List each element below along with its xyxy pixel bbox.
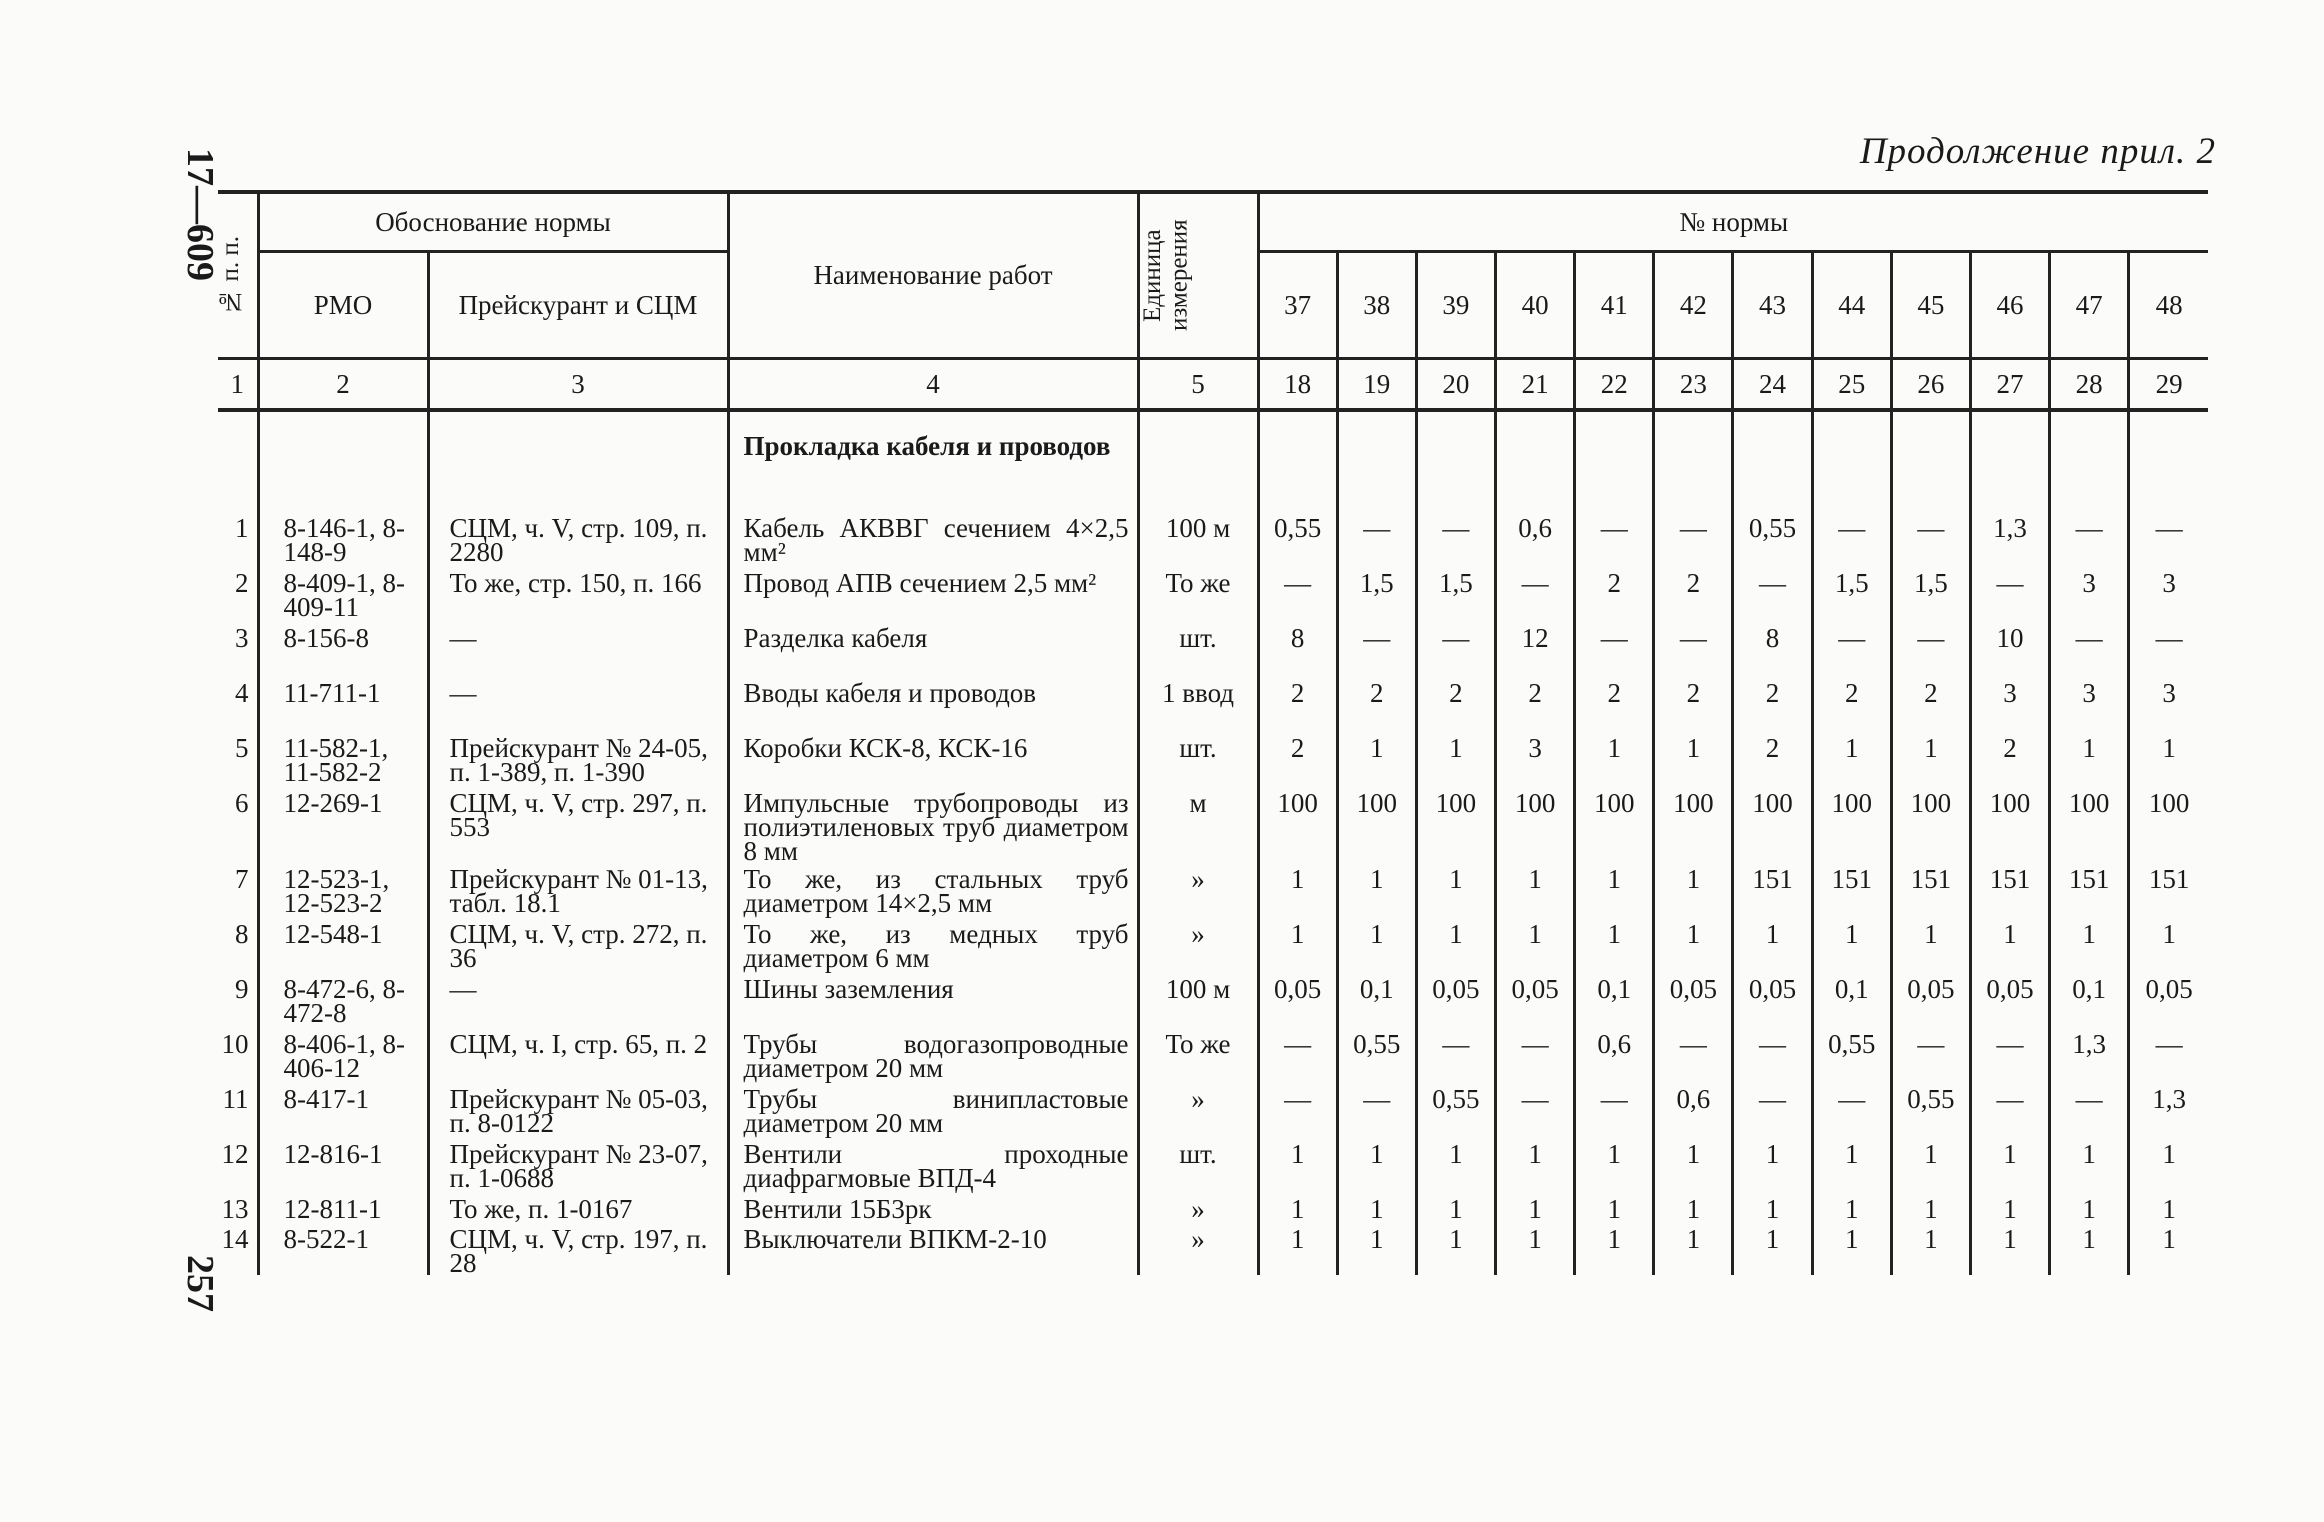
norm-value: — [1891, 512, 1970, 567]
norm-value: — [1733, 1028, 1812, 1083]
row-number: 12 [221, 1139, 249, 1169]
norm-value: 1 [1575, 1223, 1654, 1275]
norm-value: 2 [1496, 677, 1575, 732]
price-reference: Прейскурант № 05-03, п. 8-0122 [428, 1083, 728, 1138]
rmo-code: 11-582-1, 11-582-2 [258, 732, 428, 787]
norm-value: 0,55 [1812, 1028, 1891, 1083]
norm-value: 2 [1654, 677, 1733, 732]
norm-value: 100 [1891, 787, 1970, 863]
norm-value: — [1812, 512, 1891, 567]
norm-value: 100 [1496, 787, 1575, 863]
norm-value: 1 [1812, 1138, 1891, 1193]
unit-of-measure: » [1138, 1223, 1258, 1275]
price-reference: СЦМ, ч. V, стр. 109, п. 2280 [428, 512, 728, 567]
norm-value: 100 [2050, 787, 2129, 863]
norm-number: 41 [1575, 252, 1654, 359]
norm-value: — [1970, 1028, 2049, 1083]
column-index: 29 [2129, 359, 2208, 411]
norm-value: 151 [1812, 863, 1891, 918]
norm-value: 1,5 [1812, 567, 1891, 622]
work-name: Коробки КСК-8, КСК-16 [728, 732, 1138, 787]
norm-value: — [1733, 567, 1812, 622]
row-number: 11 [222, 1084, 249, 1114]
norm-value: — [1575, 512, 1654, 567]
norm-value: 1 [2129, 1193, 2208, 1223]
norm-value: 0,1 [2050, 973, 2129, 1028]
rmo-code: 11-711-1 [258, 677, 428, 732]
norm-value: 1 [1258, 918, 1337, 973]
norm-value: — [1416, 1028, 1495, 1083]
norm-value: 1,3 [1970, 512, 2049, 567]
norm-value: 0,05 [1654, 973, 1733, 1028]
column-index: 18 [1258, 359, 1337, 411]
norm-number: 42 [1654, 252, 1733, 359]
norm-value: 1 [1496, 1223, 1575, 1275]
norm-value: 1 [1891, 732, 1970, 787]
row-number: 8 [235, 919, 249, 949]
row-number: 1 [235, 513, 249, 543]
norm-value: 1 [1337, 732, 1416, 787]
norm-value: 1 [1812, 732, 1891, 787]
rmo-code: 8-406-1, 8-406-12 [258, 1028, 428, 1083]
norm-number: 45 [1891, 252, 1970, 359]
header-rmo: РМО [258, 252, 428, 359]
column-index: 19 [1337, 359, 1416, 411]
norm-value: 3 [2050, 567, 2129, 622]
norm-value: — [1496, 1028, 1575, 1083]
work-name: Шины заземления [728, 973, 1138, 1028]
page-reference: 17—609 [179, 148, 221, 281]
table-row [218, 567, 2208, 622]
norm-value: 10 [1970, 622, 2049, 677]
unit-of-measure: » [1138, 863, 1258, 918]
norm-value: 0,05 [2129, 973, 2208, 1028]
norm-value: 1 [2050, 1138, 2129, 1193]
price-reference: СЦМ, ч. V, стр. 272, п. 36 [428, 918, 728, 973]
norm-value: 1 [2050, 1193, 2129, 1223]
table-row [218, 1193, 2208, 1223]
row-number: 3 [235, 623, 249, 653]
norm-value: — [1337, 622, 1416, 677]
price-reference: — [428, 622, 728, 677]
header-unit: Единица измерения [1138, 192, 1258, 359]
norm-value: 3 [2129, 677, 2208, 732]
rmo-code: 12-816-1 [258, 1138, 428, 1193]
row-number: 2 [235, 568, 249, 598]
section-title: Прокладка кабеля и проводов [728, 412, 1138, 512]
norm-value: 1 [1258, 1193, 1337, 1223]
norm-value: 2 [1812, 677, 1891, 732]
norm-number: 43 [1733, 252, 1812, 359]
table-row [218, 1138, 2208, 1193]
price-reference: То же, п. 1-0167 [428, 1193, 728, 1223]
norm-value: 1 [2129, 1223, 2208, 1275]
unit-of-measure: То же [1138, 1028, 1258, 1083]
work-name: Провод АПВ сечением 2,5 мм² [728, 567, 1138, 622]
norm-value: 1 [1891, 1193, 1970, 1223]
unit-of-measure: » [1138, 918, 1258, 973]
norm-value: 1 [1258, 863, 1337, 918]
norm-value: — [1891, 622, 1970, 677]
norm-value: 151 [2050, 863, 2129, 918]
norm-value: 1 [1337, 1138, 1416, 1193]
norm-value: — [1258, 567, 1337, 622]
price-reference: СЦМ, ч. V, стр. 197, п. 28 [428, 1223, 728, 1275]
header-price-list: Прейскурант и СЦМ [428, 252, 728, 359]
norm-value: 1 [1891, 1138, 1970, 1193]
norm-value: 0,05 [1496, 973, 1575, 1028]
table-row [218, 973, 2208, 1028]
norm-value: 0,55 [1416, 1083, 1495, 1138]
norm-value: 1 [1575, 732, 1654, 787]
norm-value: 1 [1575, 863, 1654, 918]
section-row [218, 412, 2208, 512]
price-reference: То же, стр. 150, п. 166 [428, 567, 728, 622]
norm-value: 2 [1575, 677, 1654, 732]
norm-value: — [1812, 1083, 1891, 1138]
column-index: 1 [218, 359, 258, 411]
work-name: Вводы кабеля и проводов [728, 677, 1138, 732]
norm-value: 12 [1496, 622, 1575, 677]
norm-value: 0,05 [1891, 973, 1970, 1028]
norm-value: — [1416, 622, 1495, 677]
norm-value: 1,3 [2129, 1083, 2208, 1138]
price-reference: — [428, 677, 728, 732]
norm-value: — [1654, 1028, 1733, 1083]
column-index: 26 [1891, 359, 1970, 411]
price-reference: Прейскурант № 24-05, п. 1-389, п. 1-390 [428, 732, 728, 787]
norm-value: 0,55 [1891, 1083, 1970, 1138]
rmo-code: 12-523-1, 12-523-2 [258, 863, 428, 918]
column-index: 24 [1733, 359, 1812, 411]
norm-value: — [1337, 1083, 1416, 1138]
row-number: 13 [221, 1194, 249, 1224]
work-name: Вентили 15Б3рк [728, 1193, 1138, 1223]
column-index: 2 [258, 359, 428, 411]
work-name: Выключатели ВПКМ-2-10 [728, 1223, 1138, 1275]
norm-value: 1 [2050, 918, 2129, 973]
norm-value: 2 [1575, 567, 1654, 622]
row-number: 7 [235, 864, 249, 894]
norm-value: 2 [1258, 677, 1337, 732]
norm-value: 3 [1970, 677, 2049, 732]
rmo-code: 8-472-6, 8-472-8 [258, 973, 428, 1028]
norm-value: 1 [1496, 1193, 1575, 1223]
norm-value: 1 [2129, 732, 2208, 787]
norm-number: 38 [1337, 252, 1416, 359]
norm-value: 2 [1258, 732, 1337, 787]
norm-number: 46 [1970, 252, 2049, 359]
price-reference: Прейскурант № 01-13, табл. 18.1 [428, 863, 728, 918]
work-name: Трубы водогазопроводные диаметром 20 мм [728, 1028, 1138, 1083]
work-name: Разделка кабеля [728, 622, 1138, 677]
page-number: 257 [179, 1255, 221, 1312]
norm-value: — [1496, 1083, 1575, 1138]
column-index: 22 [1575, 359, 1654, 411]
norm-value: 1 [1258, 1138, 1337, 1193]
work-name: То же, из медных труб диаметром 6 мм [728, 918, 1138, 973]
norm-value: 1 [1733, 1193, 1812, 1223]
header-work-name: Наименование работ [728, 192, 1138, 359]
norm-value: 1,3 [2050, 1028, 2129, 1083]
norm-value: — [1337, 512, 1416, 567]
norm-value: 100 [1733, 787, 1812, 863]
norm-value: 1 [1970, 1138, 2049, 1193]
norm-value: 1,5 [1416, 567, 1495, 622]
table-row [218, 863, 2208, 918]
work-name: То же, из стальных труб диаметром 14×2,5 мм [728, 863, 1138, 918]
norm-value: 1 [1575, 918, 1654, 973]
norm-value: 151 [1733, 863, 1812, 918]
norm-value: — [1891, 1028, 1970, 1083]
unit-of-measure: » [1138, 1083, 1258, 1138]
work-name: Вентили проходные диафрагмовые ВПД-4 [728, 1138, 1138, 1193]
norm-value: 2 [1654, 567, 1733, 622]
price-reference: Прейскурант № 23-07, п. 1-0688 [428, 1138, 728, 1193]
norm-value: — [2129, 622, 2208, 677]
norm-value: 1 [1654, 1193, 1733, 1223]
norm-number: 47 [2050, 252, 2129, 359]
norm-value: 1 [1733, 1223, 1812, 1275]
norm-value: 100 [1416, 787, 1495, 863]
norm-value: 0,05 [1733, 973, 1812, 1028]
work-name: Импульсные трубопроводы из полиэтиленовых труб диаметром 8 мм [728, 787, 1138, 863]
norm-value: 1 [1337, 1193, 1416, 1223]
price-reference: СЦМ, ч. V, стр. 297, п. 553 [428, 787, 728, 863]
norm-value: 1 [1337, 863, 1416, 918]
norm-value: 2 [1970, 732, 2049, 787]
norm-value: — [2129, 512, 2208, 567]
column-index: 23 [1654, 359, 1733, 411]
table-header [218, 190, 2208, 412]
norm-value: 1 [1812, 918, 1891, 973]
column-index: 28 [2050, 359, 2129, 411]
norm-value: 1 [1733, 918, 1812, 973]
norm-value: 0,6 [1496, 512, 1575, 567]
unit-of-measure: То же [1138, 567, 1258, 622]
norms-table [217, 190, 2208, 1278]
norm-number: 48 [2129, 252, 2208, 359]
norm-value: — [2129, 1028, 2208, 1083]
norm-value: 0,1 [1575, 973, 1654, 1028]
unit-of-measure: 100 м [1138, 512, 1258, 567]
table-row [218, 1083, 2208, 1138]
column-index: 3 [428, 359, 728, 411]
norm-number: 40 [1495, 252, 1574, 359]
norm-value: 1 [1654, 918, 1733, 973]
norm-value: — [2050, 622, 2129, 677]
norm-value: — [1575, 1083, 1654, 1138]
table-row [218, 622, 2208, 677]
norm-value: 0,55 [1733, 512, 1812, 567]
norm-value: 0,6 [1654, 1083, 1733, 1138]
norm-value: 1 [2050, 1223, 2129, 1275]
table-row [218, 512, 2208, 567]
norm-value: 0,6 [1575, 1028, 1654, 1083]
norm-value: — [2050, 1083, 2129, 1138]
norm-value: 1 [1416, 1193, 1495, 1223]
norm-value: 100 [1575, 787, 1654, 863]
unit-of-measure: шт. [1138, 622, 1258, 677]
norm-value: 0,05 [1258, 973, 1337, 1028]
norm-value: — [1496, 567, 1575, 622]
norm-value: 0,55 [1258, 512, 1337, 567]
norm-value: 1 [1337, 1223, 1416, 1275]
norm-number: 39 [1416, 252, 1495, 359]
norm-value: 1 [1970, 1193, 2049, 1223]
norm-number: 37 [1258, 252, 1337, 359]
unit-of-measure: м [1138, 787, 1258, 863]
header-row-number: № п. п. [217, 236, 244, 315]
unit-of-measure: шт. [1138, 1138, 1258, 1193]
norm-value: 1 [1575, 1193, 1654, 1223]
norm-value: 1 [1654, 863, 1733, 918]
norm-value: 1 [1496, 863, 1575, 918]
column-index: 27 [1970, 359, 2049, 411]
norm-value: 1 [1654, 1223, 1733, 1275]
column-index: 5 [1138, 359, 1258, 411]
norm-value: 1,5 [1891, 567, 1970, 622]
norm-value: — [1733, 1083, 1812, 1138]
row-number: 4 [235, 678, 249, 708]
price-reference: СЦМ, ч. I, стр. 65, п. 2 [428, 1028, 728, 1083]
header-basis-group: Обоснование нормы [258, 192, 728, 252]
norm-value: 151 [2129, 863, 2208, 918]
norm-value: — [2050, 512, 2129, 567]
rmo-code: 8-146-1, 8-148-9 [258, 512, 428, 567]
row-number: 9 [235, 974, 249, 1004]
norm-value: 2 [1416, 677, 1495, 732]
norm-value: 1 [2129, 918, 2208, 973]
norm-value: 1 [1812, 1223, 1891, 1275]
unit-of-measure: 100 м [1138, 973, 1258, 1028]
norm-value: 100 [1654, 787, 1733, 863]
norm-value: — [1970, 567, 2049, 622]
rmo-code: 8-522-1 [258, 1223, 428, 1275]
norm-value: 0,05 [1416, 973, 1495, 1028]
unit-of-measure: 1 ввод [1138, 677, 1258, 732]
norm-value: 2 [1733, 677, 1812, 732]
norm-value: 1 [1891, 1223, 1970, 1275]
norm-value: 1 [1891, 918, 1970, 973]
price-reference: — [428, 973, 728, 1028]
rmo-code: 12-269-1 [258, 787, 428, 863]
norm-value: 3 [2050, 677, 2129, 732]
table-body [218, 412, 2208, 1278]
norm-value: 8 [1258, 622, 1337, 677]
norm-value: 1 [1496, 1138, 1575, 1193]
work-name: Кабель АКВВГ сечением 4×2,5 мм² [728, 512, 1138, 567]
norm-value: 1 [1654, 732, 1733, 787]
norm-value: 1,5 [1337, 567, 1416, 622]
row-number: 10 [221, 1029, 249, 1059]
header-norm-group: № нормы [1258, 192, 2208, 252]
norm-value: 151 [1891, 863, 1970, 918]
norm-value: 100 [2129, 787, 2208, 863]
norm-value: 1 [1496, 918, 1575, 973]
norm-value: 100 [1812, 787, 1891, 863]
norm-value: — [1970, 1083, 2049, 1138]
norm-value: 100 [1970, 787, 2049, 863]
continuation-title: Продолжение прил. 2 [1859, 131, 2216, 172]
norm-value: 0,1 [1812, 973, 1891, 1028]
unit-of-measure: шт. [1138, 732, 1258, 787]
norm-value: 1 [2050, 732, 2129, 787]
norm-value: 1 [1654, 1138, 1733, 1193]
norm-value: 1 [1733, 1138, 1812, 1193]
table-row [218, 1223, 2208, 1275]
norm-value: 0,1 [1337, 973, 1416, 1028]
column-index: 21 [1495, 359, 1574, 411]
norm-value: 1 [1337, 918, 1416, 973]
rmo-code: 12-548-1 [258, 918, 428, 973]
column-index: 4 [728, 359, 1138, 411]
rmo-code: 8-409-1, 8-409-11 [258, 567, 428, 622]
norm-value: — [1258, 1083, 1337, 1138]
norm-value: 1 [1575, 1138, 1654, 1193]
row-number: 6 [235, 788, 249, 818]
norm-value: 1 [1416, 732, 1495, 787]
norm-value: — [1416, 512, 1495, 567]
norm-value: 1 [1416, 918, 1495, 973]
norm-value: 1 [1416, 1223, 1495, 1275]
norm-value: — [1258, 1028, 1337, 1083]
norm-value: 2 [1337, 677, 1416, 732]
unit-of-measure: » [1138, 1193, 1258, 1223]
table-row [218, 732, 2208, 787]
norm-value: 0,55 [1337, 1028, 1416, 1083]
norm-value: — [1812, 622, 1891, 677]
norm-value: 1 [1416, 863, 1495, 918]
column-index: 25 [1812, 359, 1891, 411]
norm-value: 1 [1258, 1223, 1337, 1275]
norm-value: — [1654, 512, 1733, 567]
table-row [218, 677, 2208, 732]
row-number: 5 [235, 733, 249, 763]
norm-value: 100 [1258, 787, 1337, 863]
table-row [218, 918, 2208, 973]
norm-value: 1 [1970, 1223, 2049, 1275]
norm-value: — [1575, 622, 1654, 677]
norm-value: 2 [1733, 732, 1812, 787]
norm-value: 0,05 [1970, 973, 2049, 1028]
rmo-code: 8-156-8 [258, 622, 428, 677]
norm-value: 1 [1416, 1138, 1495, 1193]
norm-value: — [1654, 622, 1733, 677]
rmo-code: 12-811-1 [258, 1193, 428, 1223]
norm-value: 151 [1970, 863, 2049, 918]
norm-value: 3 [1496, 732, 1575, 787]
work-name: Трубы винипластовые диаметром 20 мм [728, 1083, 1138, 1138]
norm-value: 1 [2129, 1138, 2208, 1193]
rmo-code: 8-417-1 [258, 1083, 428, 1138]
norm-value: 1 [1812, 1193, 1891, 1223]
row-number: 14 [221, 1224, 249, 1254]
norm-value: 1 [1970, 918, 2049, 973]
norm-value: 8 [1733, 622, 1812, 677]
norm-value: 100 [1337, 787, 1416, 863]
norm-value: 3 [2129, 567, 2208, 622]
norm-value: 2 [1891, 677, 1970, 732]
norm-number: 44 [1812, 252, 1891, 359]
column-index: 20 [1416, 359, 1495, 411]
table-row [218, 1028, 2208, 1083]
table-row [218, 787, 2208, 863]
